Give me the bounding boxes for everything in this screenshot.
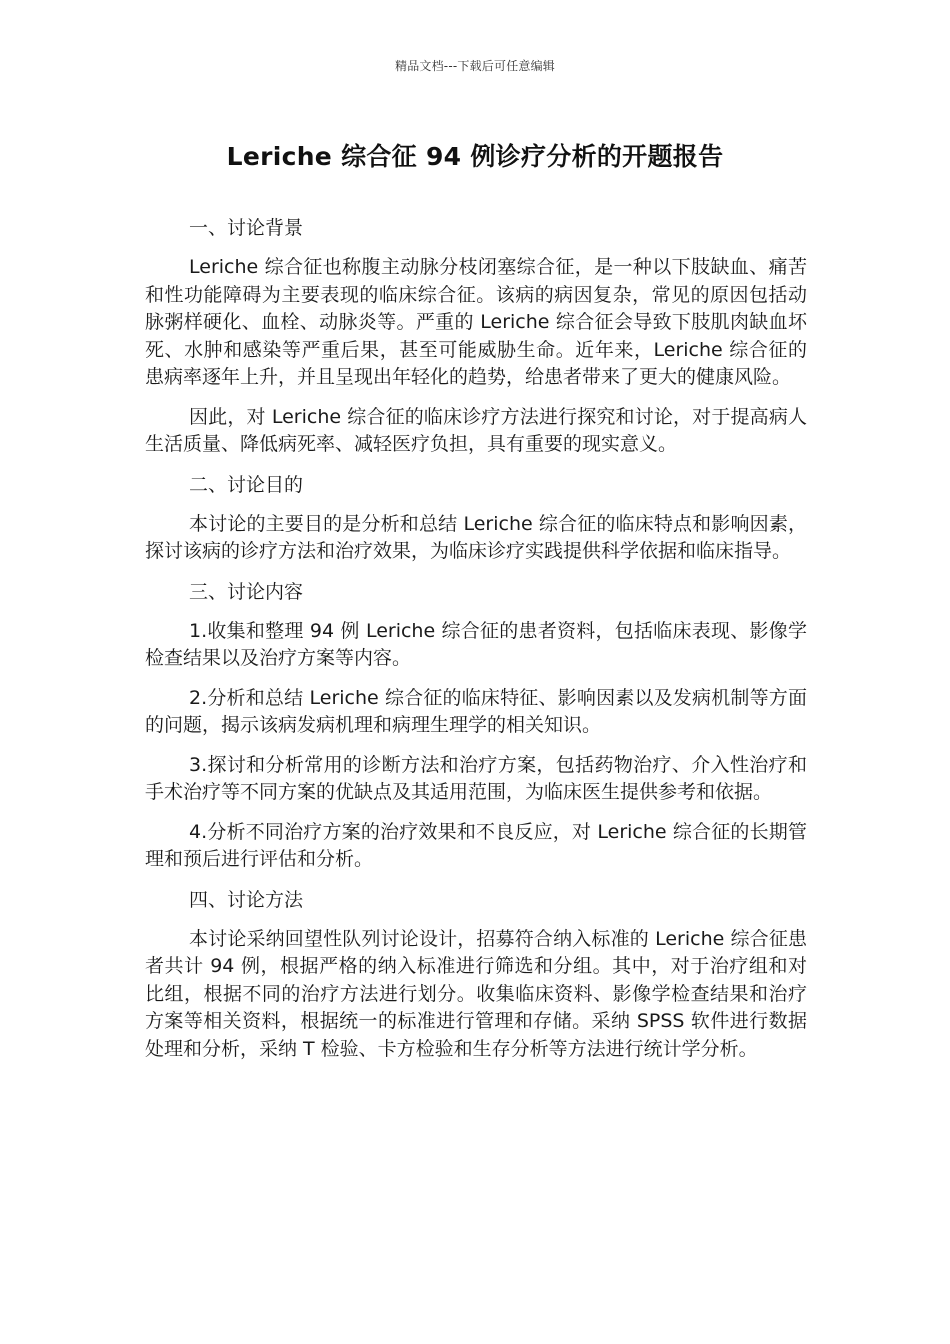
paragraph: Leriche 综合征也称腹主动脉分枝闭塞综合征，是一种以下肢缺血、痛苦和性功能障碍为主要表现的临床综合征。该病的病因复杂，常见的原因包括动脉粥样硬化、血栓、动脉炎等。严重的 Leriche 综合征会导致下肢肌肉缺血坏死、水肿和感染等严重后果，甚至可能威胁生命。近年来，Leriche 综合征的患病率逐年上升，并且呈现出年轻化的趋势，给患者带来了更大的健康风险。	[145, 256, 807, 388]
paragraph: 因此，对 Leriche 综合征的临床诊疗方法进行探究和讨论，对于提高病人生活质量、降低病死率、减轻医疗负担，具有重要的现实意义。	[145, 405, 807, 455]
document-title: Leriche 综合征 94 例诊疗分析的开题报告	[226, 142, 724, 171]
list-item: 1.收集和整理 94 例 Leriche 综合征的患者资料，包括临床表现、影像学检查结果以及治疗方案等内容。	[145, 619, 807, 669]
section-heading: 四、讨论方法	[189, 888, 304, 911]
section-content	[145, 578, 807, 874]
header-note: 精品文档---下载后可任意编辑	[395, 59, 555, 73]
section-heading: 三、讨论内容	[189, 580, 304, 603]
section-heading: 二、讨论目的	[189, 473, 304, 496]
document-body	[145, 214, 807, 1075]
section-heading: 一、讨论背景	[189, 217, 304, 239]
list-item: 2.分析和总结 Leriche 综合征的临床特征、影响因素以及发病机制等方面的问题，揭示该病发病机理和病理生理学的相关知识。	[145, 686, 807, 736]
list-item: 4.分析不同治疗方案的治疗效果和不良反应，对 Leriche 综合征的长期管理和预后进行评估和分析。	[145, 820, 807, 870]
paragraph: 本讨论的主要目的是分析和总结 Leriche 综合征的临床特点和影响因素，探讨该病的诊疗方法和治疗效果，为临床诊疗实践提供科学依据和临床指导。	[145, 512, 807, 562]
paragraph: 本讨论采纳回望性队列讨论设计，招募符合纳入标准的 Leriche 综合征患者共计 94 例，根据严格的纳入标准进行筛选和分组。其中，对于治疗组和对比组，根据不同的治疗方法进行划分。收集临床资料、影像学检查结果和治疗方案等相关资料，根据统一的标准进行管理和存储。采纳 SPSS 软件进行数据处理和分析，采纳 T 检验、卡方检验和生存分析等方法进行统计学分析。	[145, 927, 807, 1060]
section-method	[145, 886, 807, 1064]
section-background	[145, 214, 807, 459]
list-item: 3.探讨和分析常用的诊断方法和治疗方案，包括药物治疗、介入性治疗和手术治疗等不同方案的优缺点及其适用范围，为临床医生提供参考和依据。	[145, 753, 807, 803]
section-purpose	[145, 471, 807, 566]
